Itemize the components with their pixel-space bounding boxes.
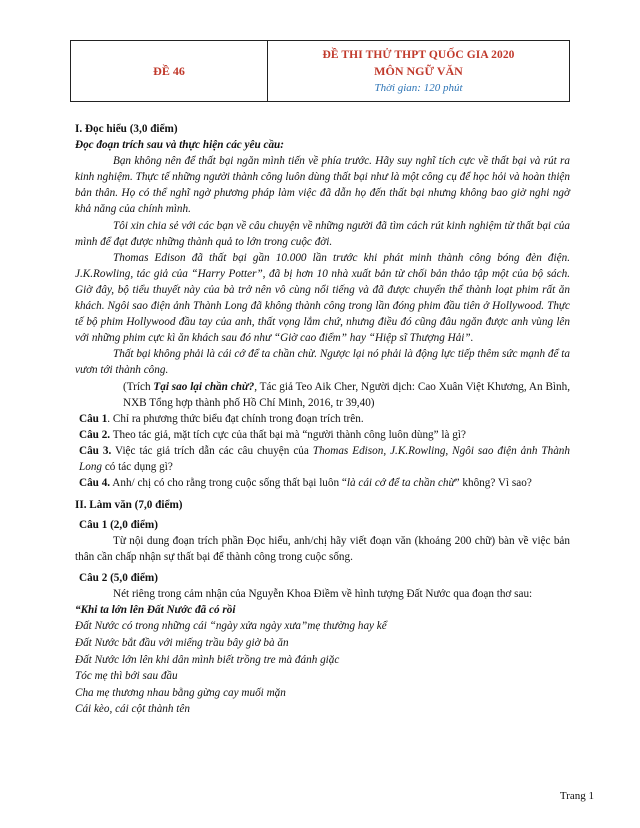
essay-q1-text: Từ nội dung đoạn trích phần Đọc hiểu, anh/chị hãy viết đoạn văn (khoảng 200 chữ) bàn về việc bản thân cần chấp nhận sự thất bại để thành công trong cuộc sống.: [75, 535, 570, 564]
question-4-label: Câu 4.: [79, 477, 111, 490]
question-1-label: Câu 1: [79, 412, 108, 425]
question-2-label: Câu 2.: [79, 428, 111, 441]
passage-paragraph-2: Tôi xin chia sẻ với các bạn về câu chuyện về những người đã tìm cách rút kinh nghiệm từ thất bại của mình để đạt được những thành quả to lớn trong cuộc đời.: [75, 219, 570, 248]
passage-paragraph-4: Thất bại không phải là cái cớ để ta chần chừ. Ngược lại nó phải là động lực tiếp thêm sức mạnh để ta vươn tới thành công.: [75, 348, 570, 377]
exam-code-cell: [71, 41, 268, 101]
page-number: Trang 1: [559, 790, 594, 802]
question-2: [75, 427, 570, 443]
passage-paragraph-1: Bạn không nên để thất bại ngăn mình tiến về phía trước. Hãy suy nghĩ tích cực về thất bại và rút ra kinh nghiệm. Thực tế những người thành công luôn dùng thất bại như là một công cụ để học hỏi và hoàn thiện bản thân. Họ có thể nghĩ ngờ phương pháp làm việc đã dẫn họ đến thất bại nhưng không bao giờ nghi ngờ khả năng của chính mình.: [75, 155, 570, 216]
exam-info-cell: [268, 41, 569, 101]
exam-subject: MÔN NGỮ VĂN: [374, 63, 463, 78]
question-1: [75, 411, 570, 427]
question-4-italic: là cái cớ để ta chần chừ: [346, 477, 455, 490]
part2-heading: II. Làm văn (7,0 điểm): [75, 499, 183, 512]
question-3-label: Câu 3.: [79, 444, 112, 457]
passage-paragraph-3: Thomas Edison đã thất bại gần 10.000 lần trước khi phát minh thành công bóng đèn điện. J.K.Rowling, tác giả của “Harry Potter”, đã bị hơn 10 nhà xuất bản từ chối bản thảo tập một của bộ sách. Giờ đây, bộ tiểu thuyết này của bà trở nên vô cùng nổi tiếng và đã được chuyển thể thành loạt phim rất ăn khách. Ngôi sao điện ảnh Thành Long đã không thành công trong lần đóng phim đầu tiên ở Hollywood. Thực tế bộ phim Hollywood đầu tay của anh, thất vọng lắm chứ, nhưng điều đó cũng đâu ngăn được anh vùng lên với những phim cực kì ăn khách sau đó như “Giờ cao điểm” hay “Hiệp sĩ Thượng Hải”.: [75, 251, 570, 345]
essay-q2-label: Câu 2 (5,0 điểm): [79, 571, 158, 584]
part1-heading: I. Đọc hiểu (3,0 điểm): [75, 123, 178, 135]
source-rest: , Tác giả Teo Aik Cher, Người dịch: Cao Xuân Việt Khương, An Bình, NXB Tổng hợp thành phố Hồ Chí Minh, 2016, tr 39,40): [123, 380, 571, 409]
part1-lead: Đọc đoạn trích sau và thực hiện các yêu cầu:: [75, 139, 285, 152]
essay-q1-label: Câu 1 (2,0 điểm): [79, 519, 158, 532]
poem-line-2: Đất Nước có trong những cái “ngày xửa ngày xưa”mẹ thường hay kể: [75, 620, 387, 633]
question-4-text-b: ” không? Vì sao?: [454, 477, 532, 490]
source-prefix: (Trích: [123, 380, 154, 393]
exam-code: ĐỀ 46: [153, 63, 185, 78]
essay-q2-text: Nét riêng trong cảm nhận của Nguyễn Khoa Điềm về hình tượng Đất Nước qua đoạn thơ sau:: [113, 587, 533, 600]
question-1-text: Chỉ ra phương thức biểu đạt chính trong đoạn trích trên.: [112, 412, 364, 425]
poem-line-3: Đất Nước bắt đầu với miếng trầu bây giờ bà ăn: [75, 636, 289, 649]
question-3-italic: Thomas Edison, J.K.Rowling, Ngôi sao điện ảnh Thành Long: [79, 444, 570, 473]
exam-content: [75, 121, 570, 718]
question-3-text-b: có tác dụng gì?: [102, 460, 173, 473]
source-title: Tại sao lại chần chừ?: [153, 380, 255, 393]
poem-line-1: “Khi ta lớn lên Đất Nước đã có rồi: [75, 603, 236, 616]
poem-line-7: Cái kèo, cái cột thành tên: [75, 703, 190, 716]
poem-line-6: Cha mẹ thương nhau bằng gừng cay muối mặn: [75, 686, 286, 699]
question-3-text-a: Việc tác giả trích dẫn các câu chuyện của: [115, 444, 313, 457]
question-3: [75, 443, 570, 475]
passage-source: [75, 379, 570, 411]
question-2-text: Theo tác giả, mặt tích cực của thất bại mà “người thành công luôn dùng” là gì?: [112, 428, 466, 441]
question-4: [75, 475, 570, 491]
question-4-text-a: Anh/ chị có cho rằng trong cuộc sống thất bại luôn “: [112, 477, 347, 490]
exam-time: Thời gian: 120 phút: [374, 81, 463, 94]
exam-title: ĐỀ THI THỬ THPT QUỐC GIA 2020: [322, 48, 515, 61]
poem-line-5: Tóc mẹ thì bới sau đầu: [75, 670, 178, 683]
question-1-sep: .: [107, 412, 113, 425]
exam-header-table: [70, 40, 570, 102]
poem-line-4: Đất Nước lớn lên khi dân mình biết trồng tre mà đánh giặc: [75, 653, 340, 666]
